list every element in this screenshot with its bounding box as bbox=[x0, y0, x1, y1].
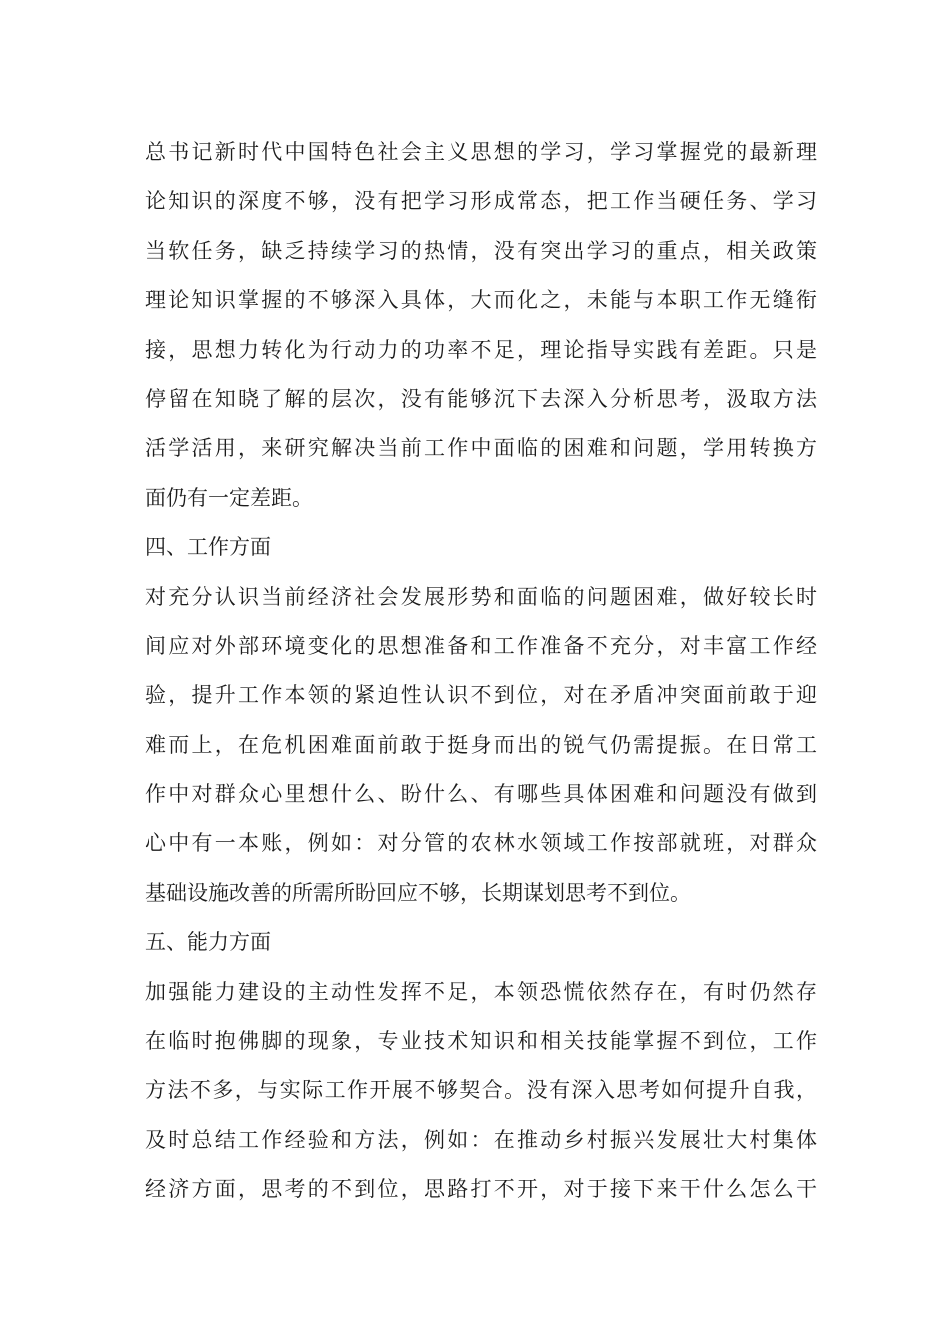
text-line: 基础设施改善的所需所盼回应不够，长期谋划思考不到位。 bbox=[145, 880, 691, 905]
text-line: 活学活用，来研究解决当前工作中面临的困难和问题，学用转换方 bbox=[145, 436, 817, 461]
text-line: 对充分认识当前经济社会发展形势和面临的问题困难，做好较长时 bbox=[145, 584, 817, 609]
text-line: 面仍有一定差距。 bbox=[145, 485, 313, 510]
text-line: 及时总结工作经验和方法，例如：在推动乡村振兴发展壮大村集体 bbox=[145, 1127, 817, 1152]
text-line: 方法不多，与实际工作开展不够契合。没有深入思考如何提升自我， bbox=[145, 1078, 817, 1103]
text-line: 心中有一本账，例如：对分管的农林水领域工作按部就班，对群众 bbox=[145, 831, 817, 856]
text-line: 论知识的深度不够，没有把学习形成常态，把工作当硬任务、学习 bbox=[145, 189, 817, 214]
text-line: 作中对群众心里想什么、盼什么、有哪些具体困难和问题没有做到 bbox=[145, 782, 817, 807]
text-line: 理论知识掌握的不够深入具体，大而化之，未能与本职工作无缝衔 bbox=[145, 288, 817, 313]
text-line: 停留在知晓了解的层次，没有能够沉下去深入分析思考，汲取方法 bbox=[145, 386, 817, 411]
document-body bbox=[145, 128, 817, 1215]
paragraph-ability bbox=[145, 968, 817, 1215]
section-heading-work: 四、工作方面 bbox=[145, 535, 271, 560]
text-line: 接，思想力转化为行动力的功率不足，理论指导实践有差距。只是 bbox=[145, 337, 817, 362]
text-line: 经济方面，思考的不到位，思路打不开，对于接下来干什么怎么干 bbox=[145, 1177, 817, 1202]
paragraph-work bbox=[145, 573, 817, 919]
text-line: 在临时抱佛脚的现象，专业技术知识和相关技能掌握不到位，工作 bbox=[145, 1029, 817, 1054]
text-line: 加强能力建设的主动性发挥不足，本领恐慌依然存在，有时仍然存 bbox=[145, 979, 817, 1004]
text-line: 当软任务，缺乏持续学习的热情，没有突出学习的重点，相关政策 bbox=[145, 238, 817, 263]
section-heading-ability: 五、能力方面 bbox=[145, 930, 271, 955]
paragraph-theory-study bbox=[145, 128, 817, 523]
text-line: 难而上，在危机困难面前敢于挺身而出的锐气仍需提振。在日常工 bbox=[145, 732, 817, 757]
text-line: 总书记新时代中国特色社会主义思想的学习，学习掌握党的最新理 bbox=[145, 140, 817, 164]
text-line: 间应对外部环境变化的思想准备和工作准备不充分，对丰富工作经 bbox=[145, 633, 817, 658]
text-line: 验，提升工作本领的紧迫性认识不到位，对在矛盾冲突面前敢于迎 bbox=[145, 683, 817, 708]
